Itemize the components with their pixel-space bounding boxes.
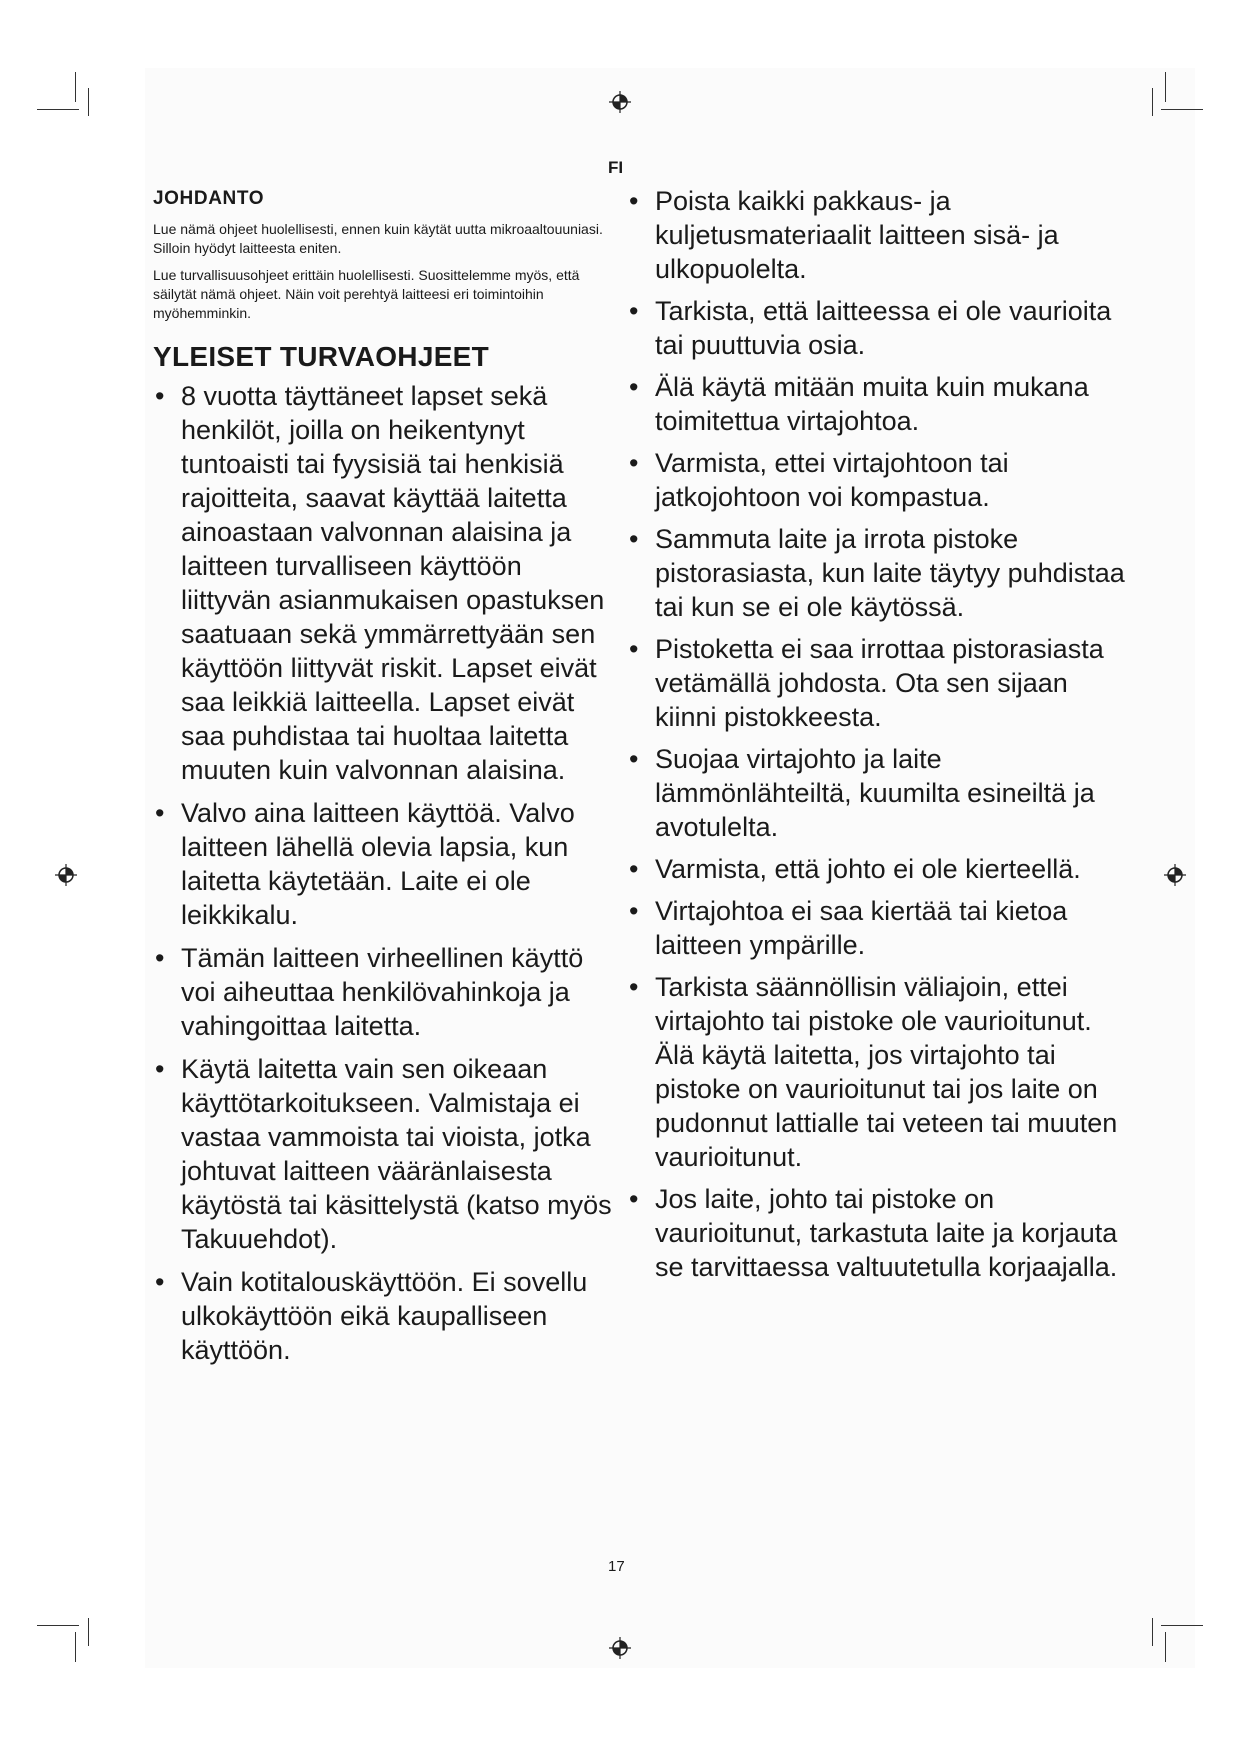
list-item bbox=[625, 370, 1125, 438]
list-item-text: Valvo aina laitteen käyttöä. Valvo laitteen lähellä olevia lapsia, kun laitetta käytetään. Laite ei ole leikkikalu. bbox=[181, 798, 575, 930]
list-item bbox=[625, 522, 1125, 624]
list-item-text: Tarkista, että laitteessa ei ole vaurioita tai puuttuvia osia. bbox=[655, 296, 1112, 360]
list-item-text: Suojaa virtajohto ja laite lämmönlähteiltä, kuumilta esineiltä ja avotulelta. bbox=[655, 744, 1095, 842]
bullet-icon: • bbox=[629, 186, 639, 216]
registration-mark-icon bbox=[1164, 864, 1186, 886]
list-item bbox=[153, 796, 613, 932]
list-item-text: Vain kotitalouskäyttöön. Ei sovellu ulkokäyttöön eikä kaupalliseen käyttöön. bbox=[181, 1267, 588, 1365]
list-item-text: Tarkista säännöllisin väliajoin, ettei virtajohto tai pistoke ole vaurioitunut. Älä käytä laitetta, jos virtajohto tai pistoke on vaurioitunut tai jos laite on pudonnut lattialle tai veteen tai muuten vaurioitunut. bbox=[655, 972, 1118, 1172]
safety-heading: YLEISET TURVAOHJEET bbox=[153, 341, 490, 372]
list-item bbox=[625, 184, 1125, 286]
registration-mark-icon bbox=[609, 1637, 631, 1659]
bullet-icon: • bbox=[629, 448, 639, 478]
registration-mark-icon bbox=[609, 91, 631, 113]
list-item-text: Älä käytä mitään muita kuin mukana toimitettua virtajohtoa. bbox=[655, 372, 1089, 436]
list-item-text: Varmista, että johto ei ole kierteellä. bbox=[655, 854, 1081, 884]
safety-list-right bbox=[625, 184, 1125, 1284]
list-item bbox=[153, 1265, 613, 1367]
bullet-icon: • bbox=[629, 744, 639, 774]
list-item-text: 8 vuotta täyttäneet lapset sekä henkilöt, joilla on heikentynyt tuntoaisti tai fyysisiä tai henkisiä rajoitteita, saavat käyttää laitetta ainoastaan valvonnan alaisina ja laitteen turvalliseen käyttöön liittyvän asianmukaisen opastuksen saatuaan sekä ymmärrettyään sen käyttöön liittyvät riskit. Lapset eivät saa leikkiä laitteella. Lapset eivät saa puhdistaa tai huoltaa laitetta muuten kuin valvonnan alaisina. bbox=[181, 381, 605, 785]
list-item bbox=[625, 970, 1125, 1174]
list-item bbox=[625, 446, 1125, 514]
safety-list-left bbox=[153, 379, 613, 1367]
list-item bbox=[625, 894, 1125, 962]
list-item bbox=[625, 632, 1125, 734]
intro-heading: JOHDANTO bbox=[153, 188, 265, 209]
list-item-text: Pistoketta ei saa irrottaa pistorasiasta vetämällä johdosta. Ota sen sijaan kiinni pistokkeesta. bbox=[655, 634, 1104, 732]
left-column bbox=[153, 188, 613, 1376]
right-column bbox=[625, 184, 1125, 1292]
list-item-text: Virtajohtoa ei saa kiertää tai kietoa laitteen ympärille. bbox=[655, 896, 1068, 960]
list-item bbox=[625, 852, 1125, 886]
bullet-icon: • bbox=[155, 381, 165, 411]
list-item bbox=[625, 1182, 1125, 1284]
bullet-icon: • bbox=[629, 372, 639, 402]
list-item bbox=[153, 941, 613, 1043]
list-item bbox=[153, 1052, 613, 1256]
bullet-icon: • bbox=[629, 634, 639, 664]
page-number: 17 bbox=[608, 1558, 625, 1575]
bullet-icon: • bbox=[155, 798, 165, 828]
bullet-icon: • bbox=[629, 972, 639, 1002]
list-item-text: Sammuta laite ja irrota pistoke pistorasiasta, kun laite täytyy puhdistaa tai kun se ei ole käytössä. bbox=[655, 524, 1125, 622]
bullet-icon: • bbox=[629, 854, 639, 884]
language-code: FI bbox=[608, 158, 624, 177]
list-item bbox=[153, 379, 613, 787]
list-item-text: Tämän laitteen virheellinen käyttö voi aiheuttaa henkilövahinkoja ja vahingoittaa laitetta. bbox=[181, 943, 584, 1041]
bullet-icon: • bbox=[155, 1267, 165, 1297]
bullet-icon: • bbox=[629, 1184, 639, 1214]
registration-mark-icon bbox=[55, 864, 77, 886]
bullet-icon: • bbox=[629, 896, 639, 926]
bullet-icon: • bbox=[155, 1054, 165, 1084]
list-item-text: Jos laite, johto tai pistoke on vaurioitunut, tarkastuta laite ja korjauta se tarvittaessa valtuutetulla korjaajalla. bbox=[655, 1184, 1118, 1282]
list-item bbox=[625, 294, 1125, 362]
intro-paragraph: Lue turvallisuusohjeet erittäin huolellisesti. Suosittelemme myös, että säilytät nämä ohjeet. Näin voit perehtyä laitteesi eri toimintoihin myöhemminkin. bbox=[153, 267, 580, 321]
bullet-icon: • bbox=[629, 524, 639, 554]
bullet-icon: • bbox=[155, 943, 165, 973]
list-item bbox=[625, 742, 1125, 844]
list-item-text: Käytä laitetta vain sen oikeaan käyttötarkoitukseen. Valmistaja ei vastaa vammoista tai vioista, jotka johtuvat laitteen vääränlaisesta käytöstä tai käsittelystä (katso myös Takuuehdot). bbox=[181, 1054, 612, 1254]
list-item-text: Varmista, ettei virtajohtoon tai jatkojohtoon voi kompastua. bbox=[655, 448, 1009, 512]
list-item-text: Poista kaikki pakkaus- ja kuljetusmateriaalit laitteen sisä- ja ulkopuolelta. bbox=[655, 186, 1059, 284]
intro-paragraph: Lue nämä ohjeet huolellisesti, ennen kuin käytät uutta mikroaaltouuniasi. Silloin hyödyt laitteesta eniten. bbox=[153, 221, 603, 256]
bullet-icon: • bbox=[629, 296, 639, 326]
